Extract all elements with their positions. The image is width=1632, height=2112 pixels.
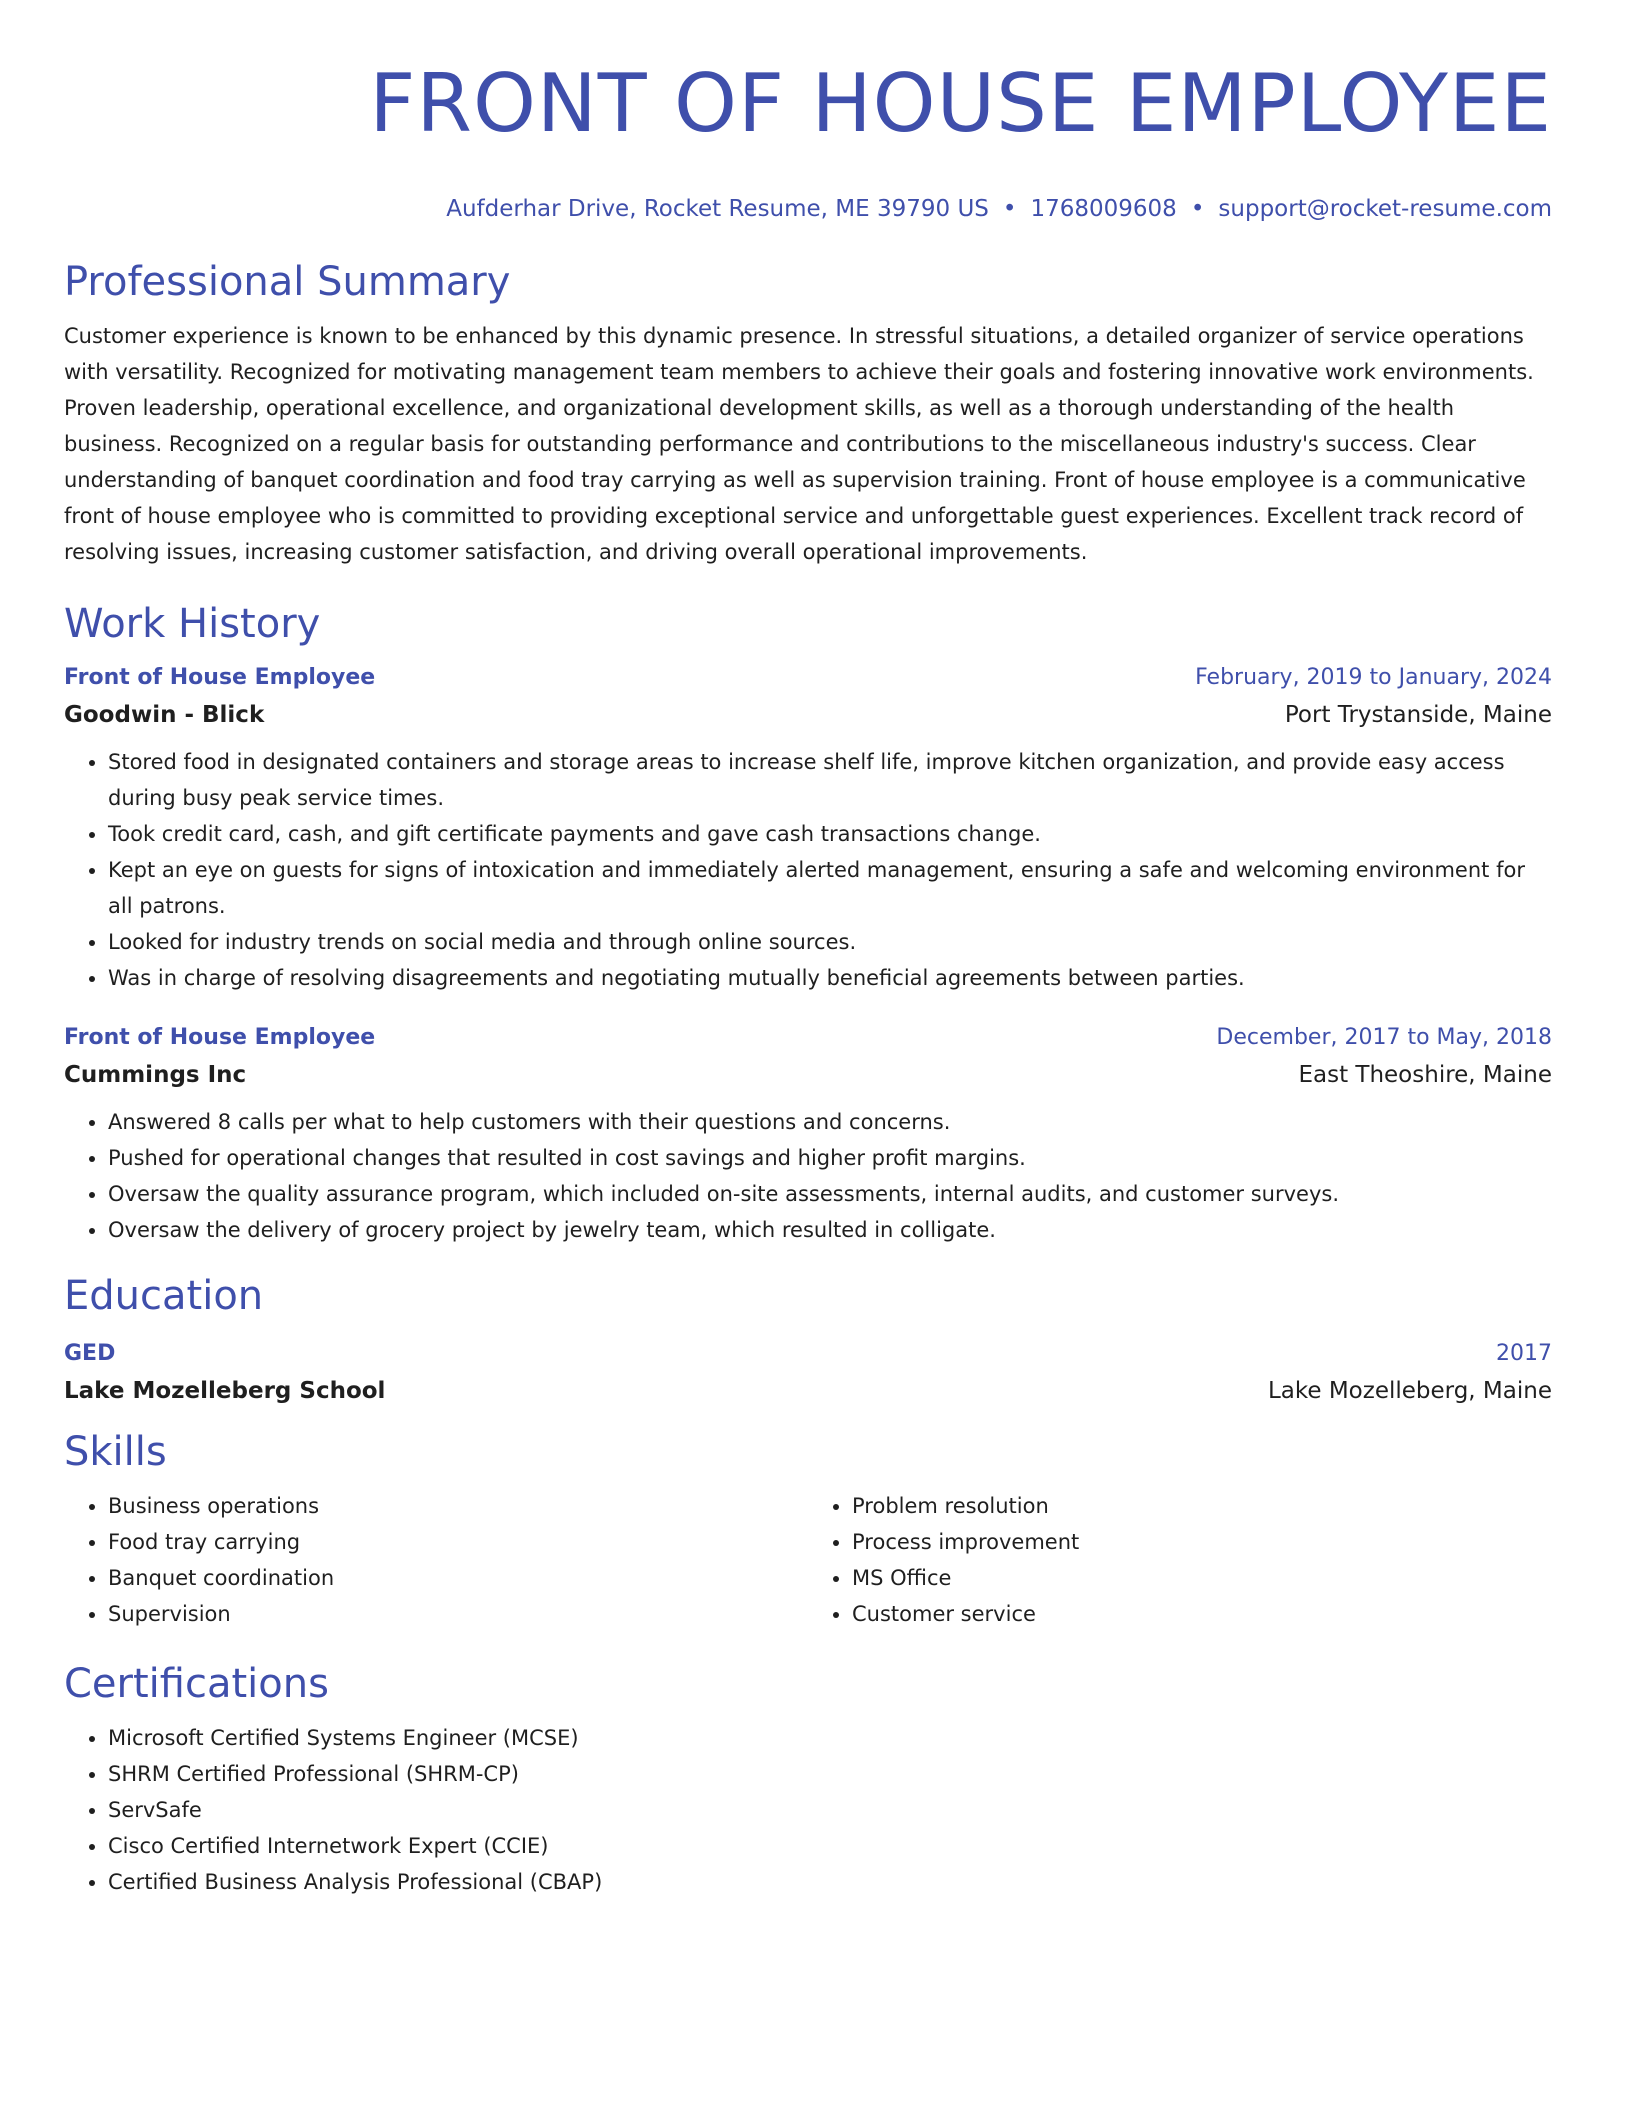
list-item: • Answered 8 calls per what to help customers with their questions and concerns. <box>108 1104 1552 1140</box>
summary-section <box>64 258 1552 570</box>
list-item: • Certified Business Analysis Professional (CBAP) <box>108 1864 1552 1900</box>
contact-separator: • <box>1002 196 1017 222</box>
job-employer-row <box>64 698 1552 732</box>
list-item: • Oversaw the delivery of grocery project by jewelry team, which resulted in colligate. <box>108 1212 1552 1248</box>
certifications-list <box>64 1720 1552 1900</box>
list-item: • Cisco Certified Internetwork Expert (CCIE) <box>108 1828 1552 1864</box>
education-degree: GED <box>64 1341 116 1366</box>
summary-heading: Professional Summary <box>64 259 511 305</box>
list-item: • Supervision <box>108 1596 808 1632</box>
job-dates: December, 2017 to May, 2018 <box>1216 1025 1552 1050</box>
skills-list-right <box>808 1488 1552 1632</box>
job-title: Front of House Employee <box>64 665 376 690</box>
job-employer-row <box>64 1058 1552 1092</box>
work-history-section <box>64 600 1552 1248</box>
list-item: • Pushed for operational changes that resulted in cost savings and higher profit margins. <box>108 1140 1552 1176</box>
contact-address: Aufderhar Drive, Rocket Resume, ME 39790 US <box>446 196 989 222</box>
contact-phone: 1768009608 <box>1030 196 1177 222</box>
list-item: • Food tray carrying <box>108 1524 808 1560</box>
skills-section <box>64 1428 1552 1632</box>
skills-grid <box>64 1476 1552 1632</box>
education-school: Lake Mozelleberg School <box>64 1378 386 1404</box>
contact-separator: • <box>1190 196 1205 222</box>
job-employer: Cummings Inc <box>64 1062 247 1088</box>
education-header-row <box>64 1338 1552 1370</box>
education-year: 2017 <box>1496 1341 1552 1366</box>
list-item: • Business operations <box>108 1488 808 1524</box>
job-header-row <box>64 1022 1552 1054</box>
list-item: • ServSafe <box>108 1792 1552 1828</box>
skills-heading: Skills <box>64 1429 167 1475</box>
education-section <box>64 1272 1552 1408</box>
job-location: East Theoshire, Maine <box>1298 1062 1552 1088</box>
list-item: • Problem resolution <box>852 1488 1552 1524</box>
list-item: • Oversaw the quality assurance program, which included on-site assessments, internal audits, and customer surveys. <box>108 1176 1552 1212</box>
summary-text: Customer experience is known to be enhanced by this dynamic presence. In stressful situations, a detailed organizer of service operations with versatility. Recognized for motivating management team members to achieve their goals and fostering innovative work environments. Proven leadership, operational excellence, and organizational development skills, as well as a thorough understanding of the health business. Recognized on a regular basis for outstanding performance and contributions to the miscellaneous industry's success. Clear understanding of banquet coordination and food tray carrying as well as supervision training. Front of house employee is a communicative front of house employee who is committed to providing exceptional service and unforgettable guest experiences. Excellent track record of resolving issues, increasing customer satisfaction, and driving overall operational improvements. <box>64 324 1534 564</box>
work-history-heading: Work History <box>64 601 321 647</box>
job-dates: February, 2019 to January, 2024 <box>1195 665 1552 690</box>
job-bullets <box>64 744 1552 996</box>
list-item: • Took credit card, cash, and gift certificate payments and gave cash transactions change. <box>108 816 1552 852</box>
certifications-heading: Certifications <box>64 1661 329 1707</box>
education-school-row <box>64 1374 1552 1408</box>
education-location: Lake Mozelleberg, Maine <box>1267 1378 1552 1404</box>
job-location: Port Trystanside, Maine <box>1284 702 1552 728</box>
list-item: • Customer service <box>852 1596 1552 1632</box>
list-item: • Looked for industry trends on social media and through online sources. <box>108 924 1552 960</box>
contact-email: support@rocket-resume.com <box>1218 196 1552 222</box>
list-item: • Kept an eye on guests for signs of intoxication and immediately alerted management, ensuring a safe and welcoming environment for all patrons. <box>108 852 1552 924</box>
list-item: • Banquet coordination <box>108 1560 808 1596</box>
list-item: • Stored food in designated containers and storage areas to increase shelf life, improve kitchen organization, and provide easy access during busy peak service times. <box>108 744 1552 816</box>
job-bullets <box>64 1104 1552 1248</box>
list-item: • SHRM Certified Professional (SHRM-CP) <box>108 1756 1552 1792</box>
resume-header <box>64 58 1552 224</box>
candidate-name: FRONT OF HOUSE EMPLOYEE <box>369 57 1552 150</box>
list-item: • MS Office <box>852 1560 1552 1596</box>
contact-line <box>64 194 1552 224</box>
job-entry <box>64 1022 1552 1248</box>
list-item: • Was in charge of resolving disagreements and negotiating mutually beneficial agreements between parties. <box>108 960 1552 996</box>
job-title: Front of House Employee <box>64 1025 376 1050</box>
education-heading: Education <box>64 1273 264 1319</box>
skills-list-left <box>64 1488 808 1632</box>
list-item: • Process improvement <box>852 1524 1552 1560</box>
certifications-section <box>64 1660 1552 1900</box>
list-item: • Microsoft Certified Systems Engineer (MCSE) <box>108 1720 1552 1756</box>
job-header-row <box>64 662 1552 694</box>
job-entry <box>64 662 1552 996</box>
job-employer: Goodwin - Blick <box>64 702 265 728</box>
